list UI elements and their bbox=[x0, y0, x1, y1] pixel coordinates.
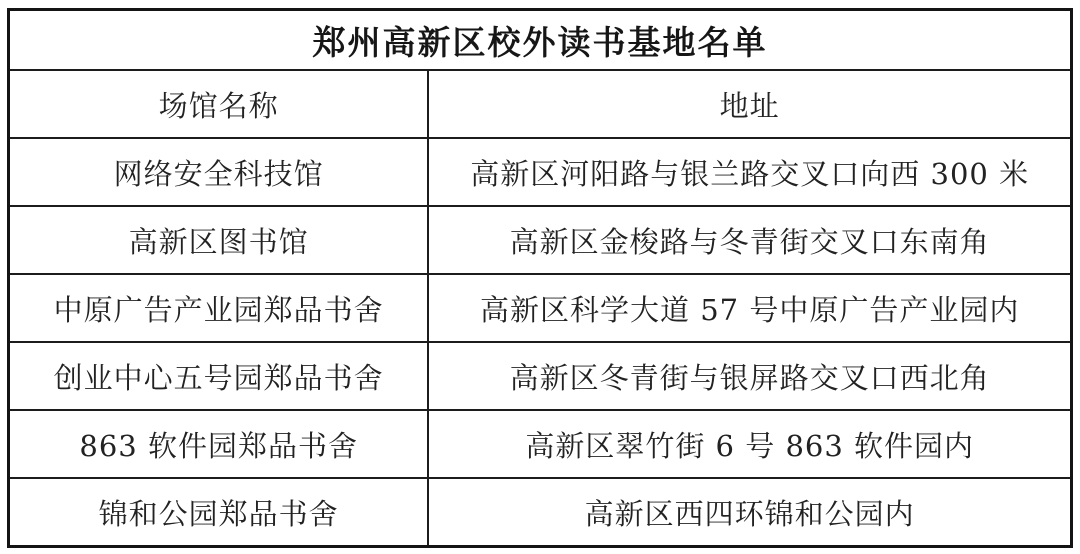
table-row bbox=[9, 138, 1072, 206]
address-cell: 高新区河阳路与银兰路交叉口向西 300 米 bbox=[428, 138, 1071, 206]
venue-cell: 高新区图书馆 bbox=[9, 206, 429, 274]
address-cell: 高新区冬青街与银屏路交叉口西北角 bbox=[428, 342, 1071, 410]
venue-cell: 863 软件园郑品书舍 bbox=[9, 410, 429, 478]
table-title-row bbox=[9, 10, 1072, 71]
column-header-address: 地址 bbox=[428, 70, 1071, 138]
address-cell: 高新区翠竹街 6 号 863 软件园内 bbox=[428, 410, 1071, 478]
venue-cell: 创业中心五号园郑品书舍 bbox=[9, 342, 429, 410]
venue-cell: 网络安全科技馆 bbox=[9, 138, 429, 206]
table-header-row bbox=[9, 70, 1072, 138]
table-row bbox=[9, 206, 1072, 274]
venue-cell: 锦和公园郑品书舍 bbox=[9, 478, 429, 547]
venue-cell: 中原广告产业园郑品书舍 bbox=[9, 274, 429, 342]
reading-bases-table bbox=[7, 8, 1073, 548]
column-header-venue: 场馆名称 bbox=[9, 70, 429, 138]
table-title: 郑州高新区校外读书基地名单 bbox=[9, 10, 1072, 71]
table-row bbox=[9, 410, 1072, 478]
table-row bbox=[9, 274, 1072, 342]
address-cell: 高新区科学大道 57 号中原广告产业园内 bbox=[428, 274, 1071, 342]
table-row bbox=[9, 342, 1072, 410]
table-row bbox=[9, 478, 1072, 547]
address-cell: 高新区西四环锦和公园内 bbox=[428, 478, 1071, 547]
address-cell: 高新区金梭路与冬青街交叉口东南角 bbox=[428, 206, 1071, 274]
